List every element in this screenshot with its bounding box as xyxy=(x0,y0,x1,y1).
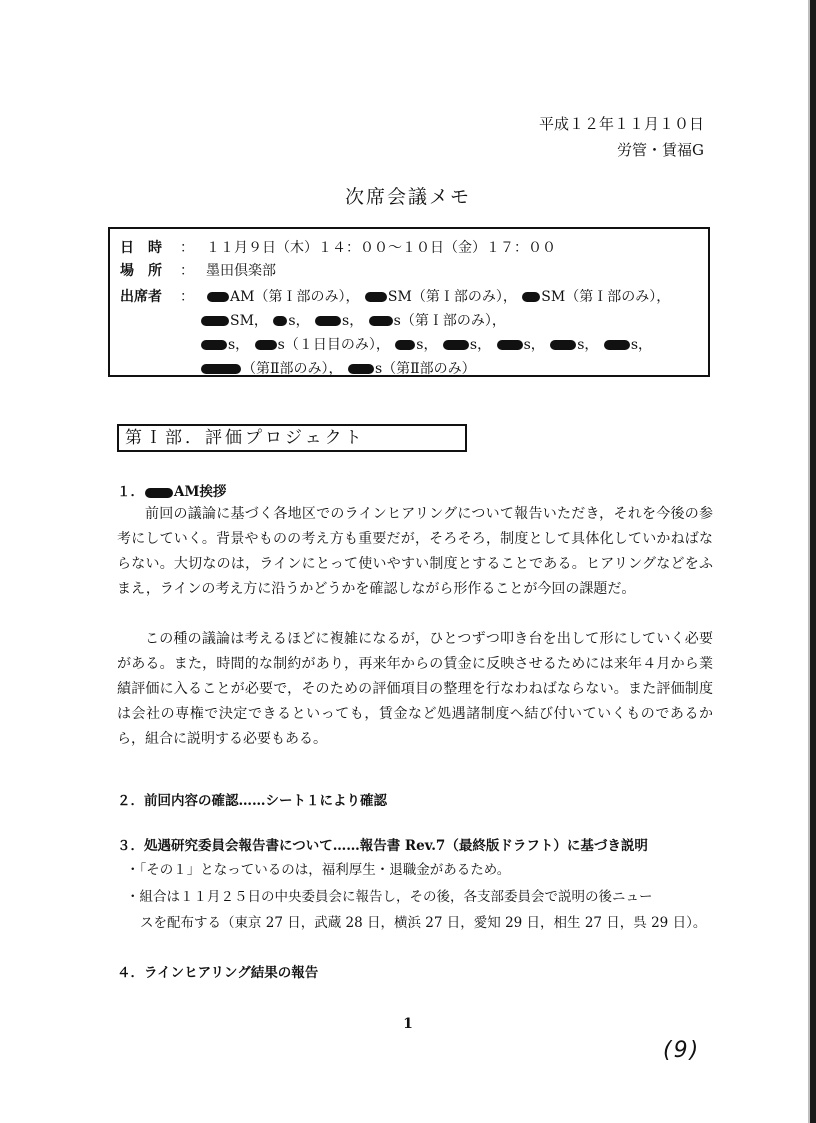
place-label: 場 所 xyxy=(120,263,162,279)
place-colon: ： xyxy=(180,263,194,279)
attendee-entry: s， xyxy=(630,337,653,353)
redaction-mark xyxy=(604,340,630,350)
redaction-mark xyxy=(201,340,227,350)
item-2-heading: ２．前回内容の確認……シート１により確認 xyxy=(117,793,387,809)
redaction-mark xyxy=(207,292,229,302)
document-title: 次席会議メモ xyxy=(344,186,471,208)
attendee-entry: （第Ⅱ部のみ）， xyxy=(242,361,343,377)
attendee-entry: s， xyxy=(469,337,492,353)
redaction-mark xyxy=(145,488,173,498)
item-3-bullet-2-line-1: ・組合は１１月２５日の中央委員会に報告し，その後，各支部委員会で説明の後ニュー xyxy=(126,889,653,905)
item-1-paragraph-1: 前回の議論に基づく各地区でのラインヒアリングについて報告いただき，それを今後の参考にしていく。背景やものの考え方も重要だが，そろそろ，制度として具体化していかねばならない。大切なのは，ラインにとって使いやすい制度とすることである。ヒアリングなどをふまえ，ラインの考え方に沿うかどうかを確認しながら形作ることが今回の課題だ。 xyxy=(117,506,713,597)
scan-edge xyxy=(810,0,816,1123)
attendee-entry: s， xyxy=(523,337,545,353)
redaction-mark xyxy=(550,340,576,350)
attendee-entry: s， xyxy=(416,337,438,353)
redaction-mark xyxy=(348,364,374,374)
redaction-mark xyxy=(443,340,469,350)
section-1-heading: 第Ｉ部．評価プロジェクト xyxy=(117,424,467,452)
attendees-colon: ： xyxy=(180,289,194,305)
redaction-mark xyxy=(201,364,241,374)
meeting-info-box xyxy=(108,227,710,377)
redaction-mark xyxy=(365,292,387,302)
attendee-entry: s（第Ⅱ部のみ） xyxy=(374,361,476,377)
datetime-label: 日 時 xyxy=(120,240,162,256)
attendees-line-2 xyxy=(200,310,506,330)
datetime-colon: ： xyxy=(180,240,194,256)
document-department: 労管・賃福G xyxy=(617,141,704,159)
item-4-heading: ４．ラインヒアリング結果の報告 xyxy=(117,965,319,981)
redaction-mark xyxy=(497,340,523,350)
document-date: 平成１２年１１月１０日 xyxy=(538,115,704,133)
attendee-entry: SM， xyxy=(230,313,268,329)
datetime-value: １１月９日（木）１４：００～１０日（金）１７：００ xyxy=(206,240,556,256)
page-number: 1 xyxy=(403,1016,413,1032)
redaction-mark xyxy=(522,292,540,302)
attendees-line-3 xyxy=(200,334,652,354)
redaction-mark xyxy=(315,316,341,326)
attendees-line-1 xyxy=(206,286,670,306)
attendee-entry: SM（第Ｉ部のみ）， xyxy=(387,289,517,305)
attendees-line-4 xyxy=(200,358,476,378)
attendee-entry: s， xyxy=(577,337,599,353)
attendee-entry: SM（第Ｉ部のみ）， xyxy=(541,289,671,305)
item-1-heading xyxy=(117,480,226,500)
redaction-mark xyxy=(395,340,415,350)
attendee-entry: s， xyxy=(288,313,310,329)
attendee-entry: s， xyxy=(342,313,364,329)
item-1-number: １． xyxy=(117,484,144,500)
item-3-heading: ３．処遇研究委員会報告書について……報告書 Rev.7（最終版ドラフト）に基づき説明 xyxy=(117,838,648,854)
item-3-bullet-2-line-2: スを配布する（東京 27 日，武蔵 28 日，横浜 27 日，愛知 29 日，相生 27 日，呉 29 日）。 xyxy=(140,915,707,931)
redaction-mark xyxy=(273,316,287,326)
place-value: 墨田倶楽部 xyxy=(206,263,276,279)
item-3-bullet-1: ・「その１」となっているのは，福利厚生・退職金があるため。 xyxy=(126,862,511,878)
attendee-entry: s（１日目のみ）， xyxy=(277,337,390,353)
handwritten-annotation: (9) xyxy=(663,1038,701,1063)
redaction-mark xyxy=(201,316,229,326)
attendees-label: 出席者 xyxy=(120,289,162,305)
item-1-heading-text: AM挨拶 xyxy=(174,484,227,500)
redaction-mark xyxy=(369,316,393,326)
attendee-entry: AM（第Ｉ部のみ）， xyxy=(230,289,360,305)
item-1-paragraph-2: この種の議論は考えるほどに複雑になるが，ひとつずつ叩き台を出して形にしていく必要がある。また，時間的な制約があり，再来年からの賃金に反映させるためには来年４月から業績評価に入ることが必要で，そのための評価項目の整理を行なわねばならない。また評価制度は会社の専権で決定できるといっても，賃金など処遇諸制度へ結び付いていくものであるから，組合に説明する必要もある。 xyxy=(117,631,713,747)
attendee-entry: s（第Ｉ部のみ）， xyxy=(393,313,506,329)
attendee-entry: s， xyxy=(228,337,250,353)
redaction-mark xyxy=(255,340,277,350)
